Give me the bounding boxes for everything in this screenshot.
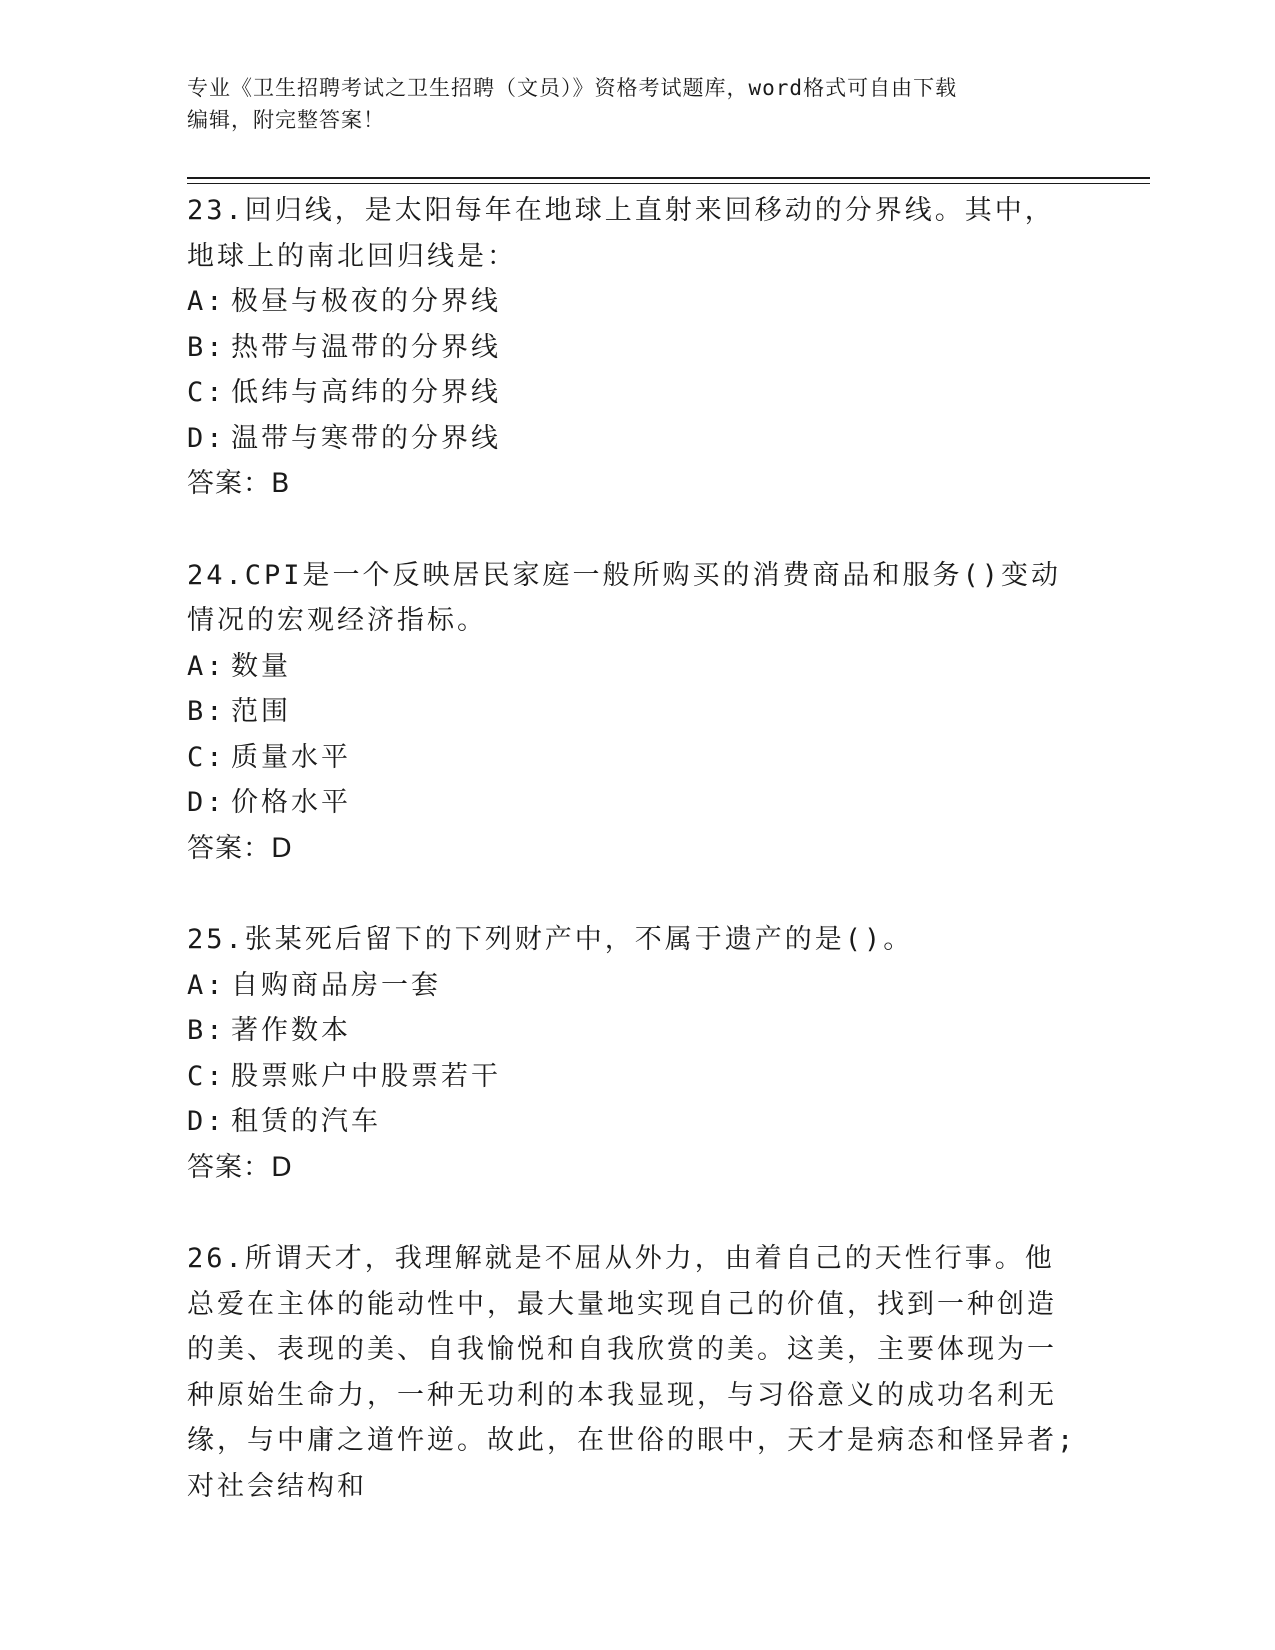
option-text: 极昼与极夜的分界线	[231, 286, 501, 317]
option-letter: A:	[187, 650, 226, 682]
option-text: 自购商品房一套	[231, 969, 441, 1001]
header-title-line-2: 编辑，附完整答案！	[187, 108, 385, 132]
question-26	[187, 1236, 1077, 1509]
question-stem: 23.回归线，是太阳每年在地球上直射来回移动的分界线。其中，地球上的南北回归线是：	[187, 195, 1055, 272]
option-text: 低纬与高纬的分界线	[231, 377, 501, 408]
option-text: 范围	[231, 696, 291, 727]
option-letter: B:	[187, 696, 226, 727]
question-24	[187, 553, 1077, 872]
option-b	[187, 689, 1077, 735]
option-letter: C:	[187, 741, 226, 773]
option-text: 租赁的汽车	[231, 1106, 381, 1137]
option-text: 股票账户中股票若干	[231, 1060, 501, 1092]
header-title-line-1: 专业《卫生招聘考试之卫生招聘（文员）》资格考试题库，word格式可自由下载	[187, 76, 958, 100]
option-c	[187, 370, 1077, 416]
option-letter: D:	[187, 1106, 226, 1137]
option-letter: D:	[187, 422, 226, 454]
option-d	[187, 1099, 1077, 1145]
option-b	[187, 1008, 1077, 1054]
option-d	[187, 416, 1077, 462]
answer-line: 答案：D	[187, 1151, 293, 1183]
question-23	[187, 188, 1077, 507]
option-letter: D:	[187, 787, 226, 818]
option-letter: C:	[187, 377, 226, 408]
header-divider-thick	[187, 177, 1150, 179]
option-letter: A:	[187, 286, 226, 317]
option-a	[187, 963, 1077, 1009]
option-d	[187, 780, 1077, 826]
option-text: 热带与温带的分界线	[231, 331, 501, 363]
option-b	[187, 325, 1077, 371]
option-text: 数量	[231, 650, 291, 682]
answer-line: 答案：D	[187, 832, 293, 864]
option-text: 质量水平	[231, 741, 351, 773]
option-letter: A:	[187, 969, 226, 1001]
option-text: 价格水平	[231, 787, 351, 818]
question-stem: 24.CPI是一个反映居民家庭一般所购买的消费商品和服务()变动情况的宏观经济指标。	[187, 559, 1062, 636]
header-divider-thin	[187, 183, 1150, 184]
question-stem: 26.所谓天才，我理解就是不屈从外力，由着自己的天性行事。他总爱在主体的能动性中，最大量地实现自己的价值，找到一种创造的美、表现的美、自我愉悦和自我欣赏的美。这美，主要体现为一种原始生命力，一种无功利的本我显现，与习俗意义的成功名利无缘，与中庸之道忤逆。故此，在世俗的眼中，天才是病态和怪异者;对社会结构和	[187, 1243, 1077, 1502]
option-letter: C:	[187, 1060, 226, 1092]
option-text: 温带与寒带的分界线	[231, 422, 501, 454]
option-text: 著作数本	[231, 1015, 351, 1046]
question-stem: 25.张某死后留下的下列财产中，不属于遗产的是()。	[187, 924, 914, 955]
option-c	[187, 735, 1077, 781]
option-letter: B:	[187, 331, 226, 363]
document-header	[187, 72, 1067, 136]
answer-line: 答案：B	[187, 468, 291, 499]
question-list	[187, 188, 1077, 1555]
option-c	[187, 1054, 1077, 1100]
option-a	[187, 644, 1077, 690]
question-25	[187, 917, 1077, 1190]
option-letter: B:	[187, 1015, 226, 1046]
option-a	[187, 279, 1077, 325]
